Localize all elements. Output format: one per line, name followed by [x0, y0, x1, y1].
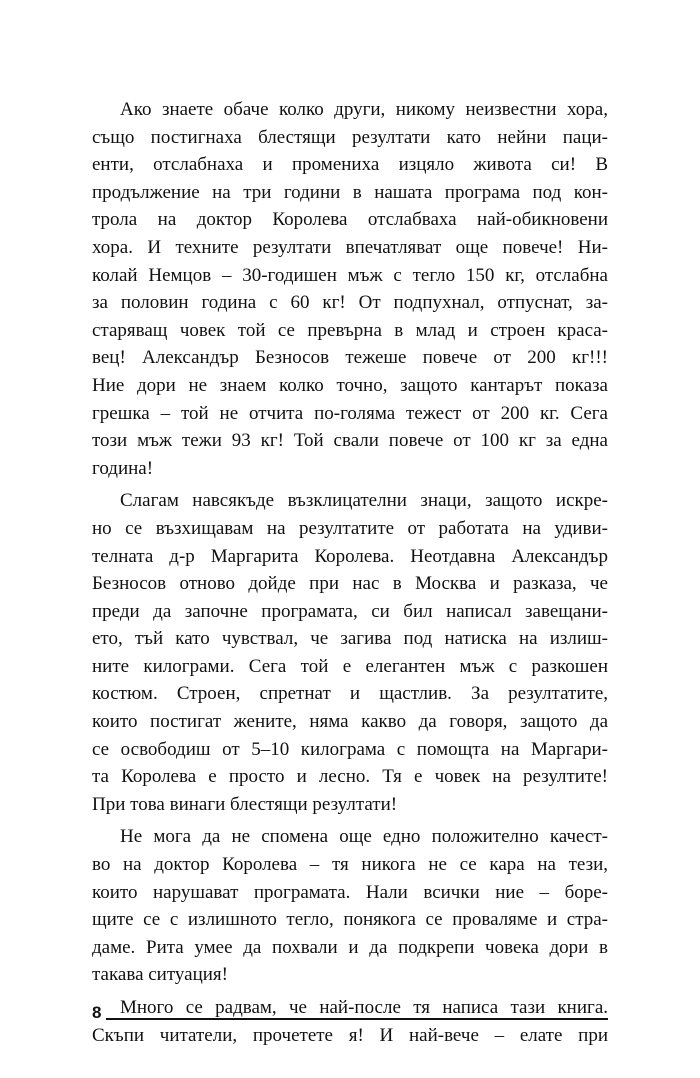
text-line: година! [92, 457, 154, 479]
text-line: също постигнаха блестящи резултати като нейни паци- [92, 126, 608, 148]
text-line: грешка – той не отчита по-голяма тежест от 200 кг. Сега [92, 402, 608, 424]
page-footer [92, 1002, 608, 1024]
text-line: ните килограми. Сега той е елегантен мъж с разкошен [92, 655, 608, 677]
text-line: ето, тъй като чувствал, че загива под натиска на излиш- [92, 628, 608, 650]
text-line: за половин година с 60 кг! От подпухнал, отпуснат, за- [92, 292, 608, 314]
text-line: даме. Рита умее да похвали и да подкрепи човека дори в [92, 936, 608, 958]
text-line: такава ситуация! [92, 964, 228, 986]
paragraph-2 [92, 487, 608, 818]
text-line: та Королева е просто и лесно. Тя е човек на резултите! [92, 766, 608, 788]
text-line: преди да започне програмата, си бил написал завещани- [92, 600, 608, 622]
text-line: Безносов отново дойде при нас в Москва и разказа, че [92, 573, 608, 595]
page-body [92, 96, 608, 1054]
text-line: този мъж тежи 93 кг! Той свали повече от 100 кг за една [92, 430, 608, 452]
text-line: Не мога да не спомена още едно положително качест- [120, 826, 608, 848]
text-line: старяващ човек той се превърна в млад и строен краса- [92, 319, 608, 341]
text-line: които нарушават програмата. Нали всички ние – боре- [92, 881, 608, 903]
text-line: колай Немцов – 30-годишен мъж с тегло 150 кг, отслабна [92, 264, 608, 286]
text-line: енти, отслабнаха и промениха изцяло живота си! В [92, 154, 608, 176]
text-line: щите се с излишното тегло, понякога се проваляме и стра- [92, 909, 608, 931]
text-line: Много се радвам, че най-после тя написа тази книга. [120, 997, 608, 1018]
text-line: Ако знаете обаче колко други, никому неизвестни хора, [120, 99, 608, 120]
paragraph-3 [92, 823, 608, 989]
text-line: които постигат жените, няма какво да говоря, защото да [92, 711, 608, 733]
page-number: 8 [92, 1003, 102, 1022]
text-line: При това винаги блестящи резултати! [92, 793, 398, 815]
footer-rule [106, 1018, 608, 1020]
paragraph-1 [92, 96, 608, 482]
text-line: хора. И техните резултати впечатляват още повече! Ни- [92, 236, 608, 258]
text-line: Ние дори не знаем колко точно, защото кантарът показа [92, 374, 608, 396]
text-line: Слагам навсякъде възклицателни знаци, защото искре- [120, 490, 608, 512]
text-line: вец! Александър Безносов тежеше повече от 200 кг!!! [92, 347, 608, 369]
text-line: се освободиш от 5–10 килограма с помощта на Маргари- [92, 738, 608, 760]
text-line: телната д-р Маргарита Королева. Неотдавна Александър [92, 545, 608, 567]
text-line: трола на доктор Королева отслабваха най-обикновени [92, 209, 608, 231]
text-line: Скъпи читатели, прочетете я! И най-вече – елате при [92, 1024, 608, 1046]
text-line: костюм. Строен, спретнат и щастлив. За резултатите, [92, 683, 608, 705]
text-line: продължение на три години в нашата програма под кон- [92, 181, 608, 203]
text-line: во на доктор Королева – тя никога не се кара на тези, [92, 854, 608, 876]
text-line: но се възхищавам на резултатите от работата на удиви- [92, 517, 608, 539]
